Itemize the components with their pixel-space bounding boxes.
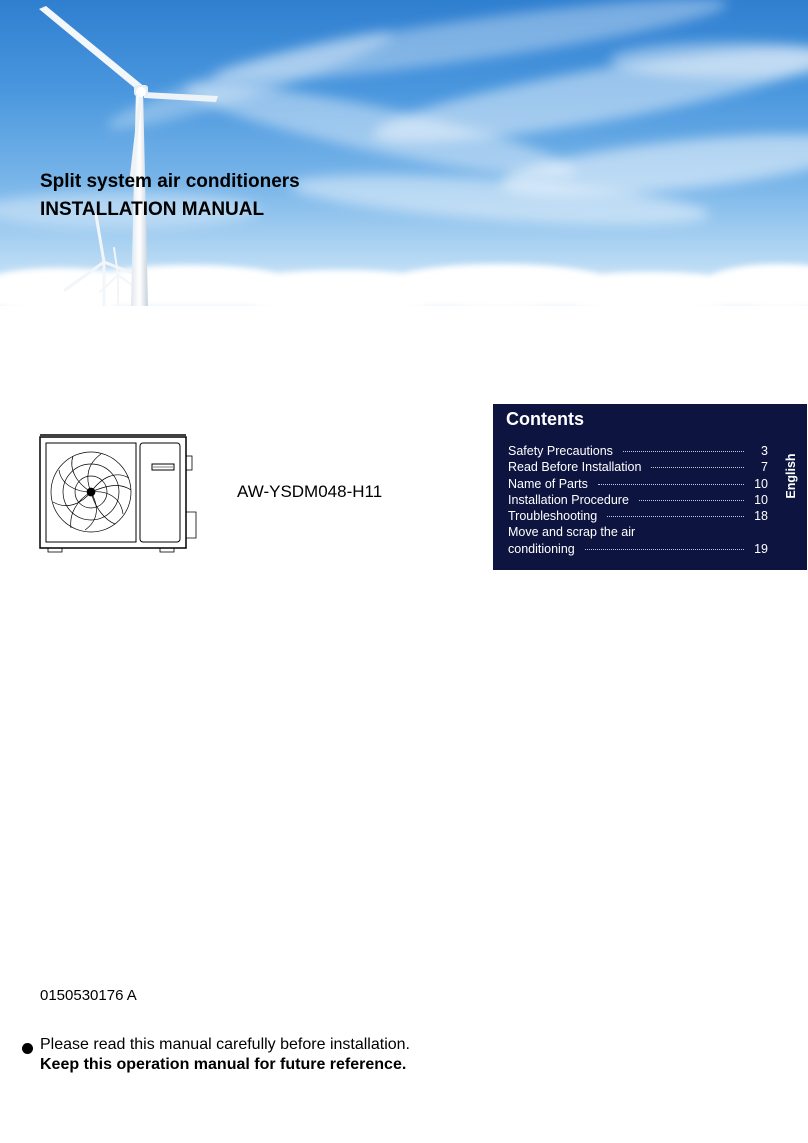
contents-title: Contents (506, 409, 584, 429)
toc-page-number: 19 (754, 541, 768, 556)
toc-item-safety-precautions[interactable] (508, 443, 768, 459)
toc-page-number: 10 (754, 492, 768, 507)
toc-page-number: 18 (754, 509, 768, 524)
toc-item-read-before-installation[interactable] (508, 459, 768, 475)
language-tab (779, 451, 803, 501)
toc-page-number: 7 (761, 460, 768, 475)
toc-leader (623, 451, 744, 452)
toc-label: Read Before Installation (508, 460, 642, 475)
table-of-contents (508, 443, 768, 557)
toc-label: Troubleshooting (508, 509, 598, 524)
toc-item-installation-procedure[interactable] (508, 492, 768, 508)
toc-leader (598, 484, 744, 485)
contents-panel (493, 404, 807, 570)
toc-label: Name of Parts (508, 476, 588, 491)
read-manual-note: Please read this manual carefully before installation. (40, 1036, 410, 1053)
toc-leader (607, 516, 744, 517)
toc-item-move-and-scrap[interactable] (508, 524, 768, 557)
title-line-2: INSTALLATION MANUAL (40, 199, 265, 220)
toc-leader (585, 549, 744, 550)
document-code: 0150530176 A (40, 987, 137, 1004)
title-line-1: Split system air conditioners (40, 171, 300, 192)
bullet-icon (22, 1043, 33, 1054)
toc-label-line-1: Move and scrap the air (508, 525, 636, 540)
outdoor-unit-icon (36, 432, 206, 559)
language-label: English (784, 453, 798, 499)
toc-item-troubleshooting[interactable] (508, 508, 768, 524)
toc-label: Installation Procedure (508, 492, 629, 507)
toc-label: Safety Precautions (508, 444, 613, 458)
document-title (40, 168, 300, 224)
toc-item-name-of-parts[interactable] (508, 476, 768, 492)
toc-leader (639, 500, 744, 501)
model-number: AW-YSDM048-H11 (237, 482, 383, 501)
toc-label-line-2: conditioning (508, 541, 575, 556)
toc-page-number: 3 (761, 444, 768, 458)
hero-banner (0, 0, 808, 306)
toc-leader (651, 467, 744, 468)
keep-manual-note: Keep this operation manual for future reference. (40, 1056, 407, 1073)
sky-wind-turbine-image (0, 0, 808, 306)
toc-page-number: 10 (754, 476, 768, 491)
